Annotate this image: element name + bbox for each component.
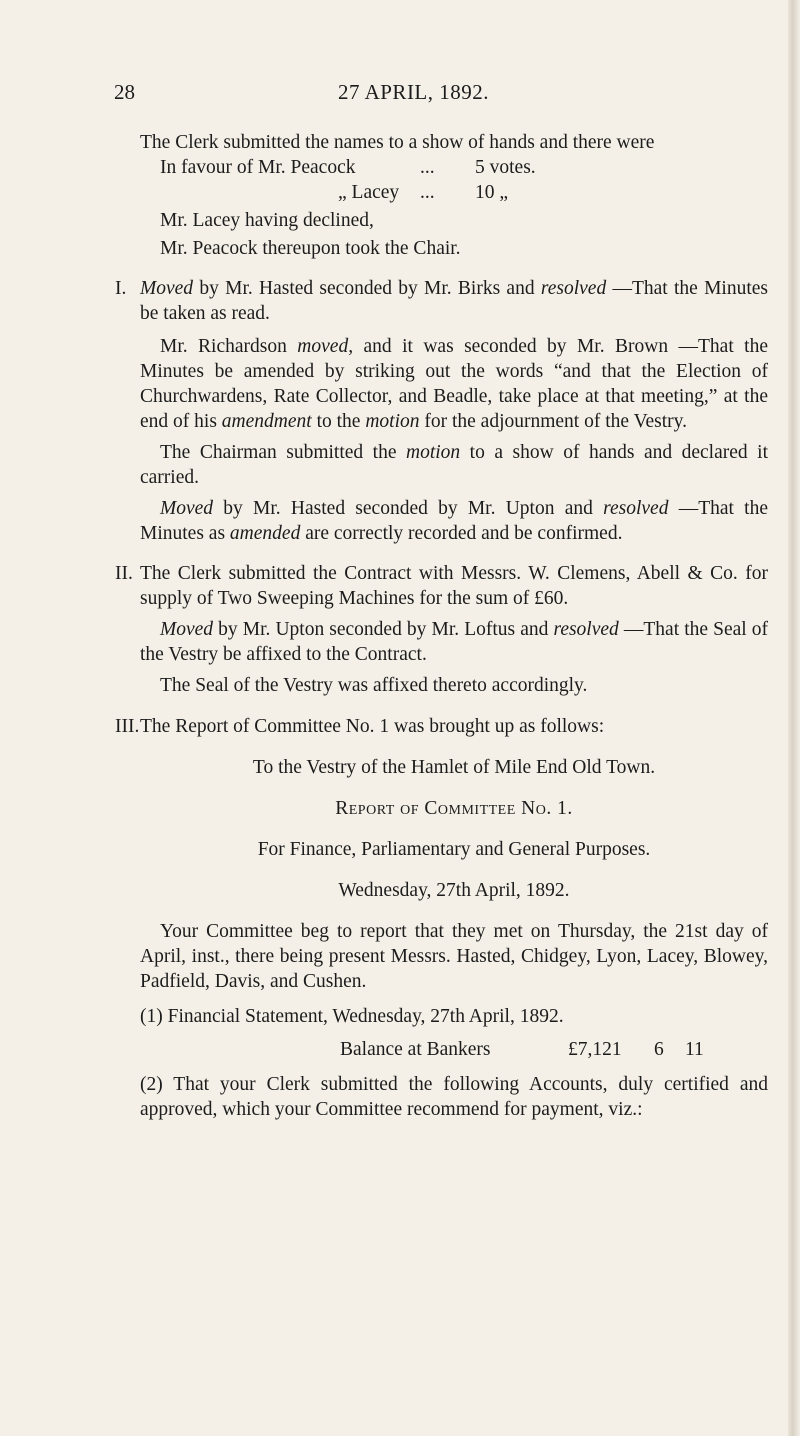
italic-resolved: resolved (553, 619, 619, 640)
section-2 (115, 561, 769, 698)
section-2-para-2 (140, 617, 768, 667)
section-2-para-3: The Seal of the Vestry was affixed thereto accordingly. (160, 675, 588, 696)
text: Mr. Richardson (160, 336, 298, 357)
italic-motion: motion (406, 442, 461, 463)
page-date: 27 APRIL, 1892. (338, 80, 490, 104)
italic-amended: amended (229, 523, 301, 544)
balance-pence: 11 (685, 1039, 704, 1060)
text: —That the Minutes as (140, 498, 768, 544)
text: and it was seconded by Mr. Brown —That the Minutes be amended by striking out the words “and that the Election of Churchwardens, Rate Collector, and Beadle, take place at that meeting,” at the end of his (140, 336, 769, 432)
balance-shillings: 6 (654, 1039, 664, 1060)
section-number: I. (115, 278, 127, 299)
text: by Mr. Upton seconded by Mr. Loftus and (213, 619, 554, 640)
section-3-para-1: The Report of Committee No. 1 was brought up as follows: (140, 716, 605, 737)
page-header (114, 80, 774, 110)
page-edge (788, 0, 800, 1436)
italic-resolved: resolved (540, 278, 607, 299)
balance-label: Balance at Bankers (340, 1039, 491, 1060)
section-3 (115, 714, 768, 1122)
text: The Chairman submitted the (160, 442, 406, 463)
section-1-para-4 (140, 496, 768, 546)
page-body (115, 130, 769, 1122)
vote-count: 5 votes. (475, 157, 536, 178)
text: to the (311, 411, 366, 432)
report-para-present: Your Committee beg to report that they met on Thursday, the 21st day of April, inst., there being present Messrs. Hasted, Chidgey, Lyon, Lacey, Blowey, Padfield, Davis, and Cushen. (140, 921, 768, 992)
section-1-para-1 (140, 276, 768, 326)
text: are correctly recorded and be confirmed. (300, 523, 623, 544)
report-date: Wednesday, 27th April, 1892. (338, 880, 570, 901)
balance-pounds: £7,121 (568, 1039, 622, 1060)
vote-dots: ... (420, 182, 435, 203)
italic-moved: Moved (160, 498, 214, 519)
text: by Mr. Hasted seconded by Mr. Upton and (213, 498, 604, 519)
italic-resolved: resolved (603, 498, 669, 519)
report-item-2: (2) That your Clerk submitted the following Accounts, duly certified and approved, which your Committee recommend for payment, viz.: (140, 1074, 768, 1120)
section-1-para-2 (140, 334, 768, 434)
vote-label: In favour of Mr. Peacock (160, 157, 356, 178)
vote-count: 10 „ (475, 182, 509, 203)
text: by Mr. Hasted seconded by Mr. Birks and (193, 278, 541, 299)
vote-row-lacey (140, 180, 768, 205)
took-chair-line: Mr. Peacock thereupon took the Chair. (160, 238, 461, 259)
vote-dots: ... (420, 157, 435, 178)
italic-amendment: amendment (221, 411, 312, 432)
report-addressee: To the Vestry of the Hamlet of Mile End Old Town. (252, 757, 656, 778)
report-purpose: For Finance, Parliamentary and General Purposes. (257, 839, 651, 860)
section-number: II. (115, 563, 133, 584)
balance-row (140, 1037, 768, 1062)
vote-row-peacock (140, 155, 768, 180)
declined-line: Mr. Lacey having declined, (160, 210, 374, 231)
italic-moved: Moved (160, 619, 214, 640)
section-1-para-3 (140, 440, 768, 490)
page-number: 28 (114, 80, 135, 104)
vote-label: „ Lacey (338, 182, 400, 203)
section-2-para-1: The Clerk submitted the Contract with Messrs. W. Clemens, Abell & Co. for supply of Two Sweeping Machines for the sum of £60. (140, 563, 768, 609)
text: —That the Seal of the Vestry be affixed to the Contract. (140, 619, 769, 665)
report-title: Report of Committee No. 1. (335, 798, 573, 819)
section-1 (115, 276, 769, 546)
text: for the adjournment of the Vestry. (419, 411, 687, 432)
text: to a show of hands and declared it carried. (140, 442, 768, 488)
text: —That the Minutes be taken as read. (140, 278, 768, 324)
italic-motion: motion (365, 411, 420, 432)
italic-moved: Moved (140, 278, 194, 299)
report-item-1: (1) Financial Statement, Wednesday, 27th April, 1892. (140, 1006, 564, 1027)
section-number: III. (115, 716, 140, 737)
italic-moved: moved, (297, 336, 354, 357)
intro-paragraph: The Clerk submitted the names to a show of hands and there were (140, 132, 655, 153)
